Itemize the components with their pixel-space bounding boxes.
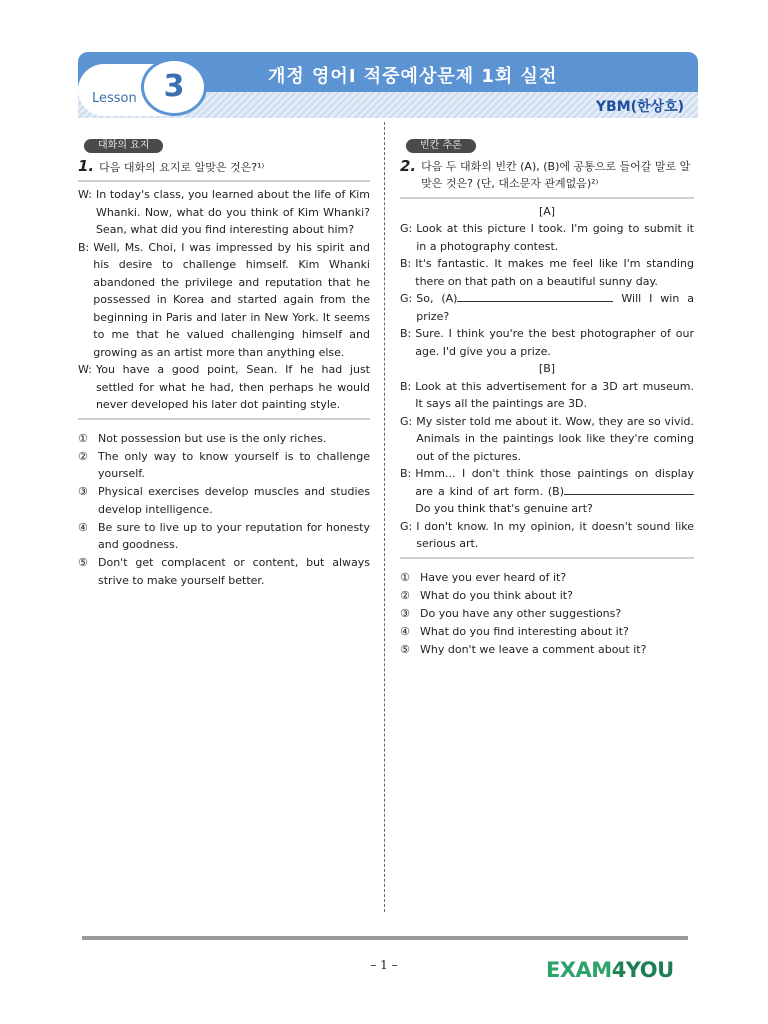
question-1-tag: 대화의 요지 xyxy=(84,139,163,153)
dialogue-text: In today's class, you learned about the life of Kim Whanki. Now, what do you think of Kim Whanki? Sean, what did you find interesting about him? xyxy=(95,188,370,236)
option-number: ⑤ xyxy=(400,642,410,656)
separator xyxy=(400,197,694,199)
option-number: ⑤ xyxy=(78,556,88,569)
lesson-number: 3 xyxy=(163,69,185,104)
dialogue-line xyxy=(400,378,694,413)
speaker-label: G: xyxy=(400,519,413,533)
option-number: ③ xyxy=(78,485,88,498)
answer-option xyxy=(400,605,694,623)
answer-option xyxy=(400,569,694,587)
option-number: ① xyxy=(78,431,88,445)
option-number: ② xyxy=(78,449,88,463)
speaker-label: B: xyxy=(400,327,412,340)
question-1 xyxy=(78,136,370,590)
question-2-options xyxy=(400,569,694,659)
option-text: What do you find interesting about it? xyxy=(420,624,629,638)
dialogue-text-with-blank xyxy=(416,290,694,325)
column-divider xyxy=(384,122,385,912)
speaker-label: G: xyxy=(400,222,413,235)
answer-option xyxy=(78,554,370,589)
dialogue-text: I don't know. In my opinion, it doesn't sound like serious art. xyxy=(416,519,694,550)
dialogue-text: Hmm... I don't think those paintings on display are a kind of art form. (B) xyxy=(415,467,694,498)
dialogue-text: Will I win a prize? xyxy=(416,292,694,323)
page-number: – 1 – xyxy=(370,958,398,972)
dialogue-b-label: [B] xyxy=(538,362,556,375)
dialogue-text: Well, Ms. Choi, I was impressed by his spirit and his desire to challenge himself. Kim Whanki abandoned the privilege and reputation that he possessed in Korea and started again from the beginning in Paris and later in New York. It seems to me that he valued challenging himself and growing as an artist more than anything else. xyxy=(93,240,370,359)
publisher-label: YBM(한상호) xyxy=(595,99,684,115)
option-text: What do you think about it? xyxy=(420,588,573,602)
option-text: Do you have any other suggestions? xyxy=(420,606,622,620)
dialogue-text: Look at this advertisement for a 3D art museum. It says all the paintings are 3D. xyxy=(415,379,694,410)
answer-option xyxy=(78,448,370,483)
question-2-number: 2. xyxy=(400,156,417,175)
question-2-dialogue-b xyxy=(400,378,694,553)
option-number: ① xyxy=(400,570,410,584)
answer-option xyxy=(78,483,370,518)
answer-option xyxy=(78,519,370,554)
dialogue-text: It's fantastic. It makes me feel like I'm standing there on that path on a beautiful sunny day. xyxy=(415,257,694,288)
question-2-tag: 빈칸 추론 xyxy=(406,139,476,153)
question-2-prompt xyxy=(400,158,694,193)
speaker-label: B: xyxy=(400,467,412,480)
speaker-label: W: xyxy=(78,188,92,201)
dialogue-text: You have a good point, Sean. If he had just settled for what he had, then perhaps he would never developed his later dot painting style. xyxy=(95,363,370,411)
option-text: Physical exercises develop muscles and studies develop intelligence. xyxy=(98,485,370,516)
option-number: ④ xyxy=(78,520,88,534)
dialogue-line xyxy=(400,220,694,255)
option-number: ③ xyxy=(400,606,410,620)
question-2-dialogue-a xyxy=(400,220,694,360)
question-1-prompt xyxy=(78,158,370,177)
answer-option xyxy=(78,430,370,448)
brand-logo-part-1: EXAM xyxy=(546,958,612,982)
separator xyxy=(78,418,370,420)
question-1-text: 다음 대화의 요지로 알맞은 것은?¹⁾ xyxy=(99,160,265,174)
brand-logo-part-2: 4YOU xyxy=(611,958,674,982)
answer-option xyxy=(400,623,694,641)
dialogue-line xyxy=(400,518,694,553)
separator xyxy=(400,557,694,559)
question-2 xyxy=(400,136,694,659)
dialogue-text-with-blank xyxy=(415,465,694,518)
page-title: 개정 영어Ⅰ 적중예상문제 1회 실전 xyxy=(268,66,558,87)
dialogue-line xyxy=(400,413,694,466)
dialogue-text: So, (A) xyxy=(416,292,458,305)
dialogue-a-label: [A] xyxy=(538,204,556,218)
dialogue-text: My sister told me about it. Wow, they are so vivid. Animals in the paintings look like they're coming out of the pictures. xyxy=(416,414,694,463)
speaker-label: G: xyxy=(400,292,413,305)
speaker-label: G: xyxy=(400,414,413,428)
dialogue-line xyxy=(400,465,694,518)
option-text: Be sure to live up to your reputation for honesty and goodness. xyxy=(98,520,370,551)
dialogue-line xyxy=(78,361,370,414)
brand-logo xyxy=(546,958,674,982)
footer-rule xyxy=(82,936,688,940)
dialogue-text: Sure. I think you're the best photographer of our age. I'd give you a prize. xyxy=(415,327,694,358)
page-header xyxy=(78,52,698,118)
dialogue-line xyxy=(78,239,370,362)
answer-blank xyxy=(457,291,613,302)
option-number: ④ xyxy=(400,624,410,638)
option-text: Not possession but use is the only riches. xyxy=(98,431,327,445)
speaker-label: B: xyxy=(400,257,412,270)
dialogue-line xyxy=(400,325,694,360)
dialogue-line xyxy=(78,186,370,239)
answer-blank xyxy=(564,484,694,495)
answer-option xyxy=(400,587,694,605)
question-2-text: 다음 두 대화의 빈칸 (A), (B)에 공통으로 들어갈 말로 알맞은 것은? (단, 대소문자 관계없음)²⁾ xyxy=(421,159,691,190)
question-1-number: 1. xyxy=(78,156,95,175)
dialogue-text: Do you think that's genuine art? xyxy=(415,502,593,515)
dialogue-line xyxy=(400,290,694,325)
dialogue-text: Look at this picture I took. I'm going to submit it in a photography contest. xyxy=(416,222,694,253)
option-text: Have you ever heard of it? xyxy=(420,570,567,584)
question-1-options xyxy=(78,430,370,590)
option-number: ② xyxy=(400,588,410,602)
speaker-label: W: xyxy=(78,363,92,376)
option-text: Don't get complacent or content, but always strive to make yourself better. xyxy=(98,556,370,587)
lesson-number-circle xyxy=(141,58,207,116)
speaker-label: B: xyxy=(78,240,90,254)
speaker-label: B: xyxy=(400,379,412,393)
lesson-label: Lesson xyxy=(92,91,137,106)
option-text: The only way to know yourself is to challenge yourself. xyxy=(98,449,370,480)
separator xyxy=(78,180,370,182)
answer-option xyxy=(400,641,694,659)
dialogue-line xyxy=(400,255,694,290)
option-text: Why don't we leave a comment about it? xyxy=(420,642,647,656)
question-1-dialogue xyxy=(78,186,370,414)
